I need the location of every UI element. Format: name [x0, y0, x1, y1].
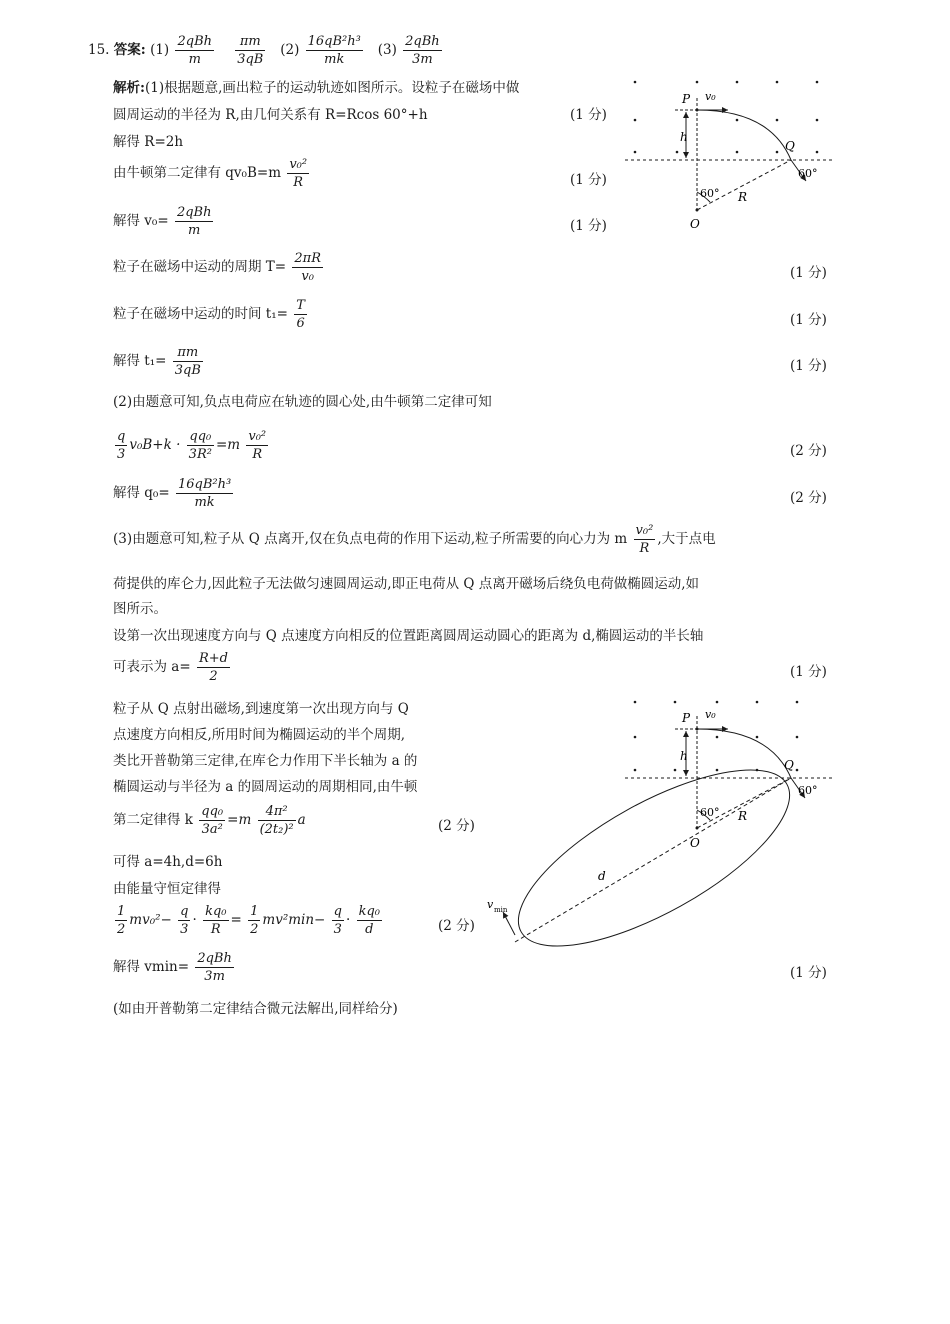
answer-part3-label: (3) [377, 42, 397, 58]
equation-text: = [230, 912, 242, 928]
part2-line-1: (2)由题意可知,负点电荷应在轨迹的圆心处,由牛顿第二定律可知 [113, 394, 492, 410]
fraction: $\frac{\text{v₀²}}{R}$ [248, 429, 267, 462]
ellipse-trajectory [494, 736, 813, 960]
paragraph-text: ,大于点电 [657, 531, 716, 547]
label-60-center: 60° [700, 806, 720, 819]
equation-text: 解得 v₀= [113, 213, 169, 229]
label-vmin: v [487, 898, 494, 911]
newton-equation [113, 156, 311, 191]
fraction: $\frac{\text{16qB²h³}}{mk}$ [177, 477, 232, 510]
part3-line-1 [113, 522, 716, 557]
fraction: $\frac{\text{v₀²}}{R}$ [635, 523, 654, 556]
score: (1 分) [570, 218, 607, 234]
equation-text: 解得 vmin= [113, 959, 190, 975]
score: (2 分) [438, 918, 475, 934]
equation-text: 由牛顿第二定律有 qv₀B=m [113, 165, 282, 181]
equation-text: 可表示为 a= [113, 659, 191, 675]
fraction: $\frac{\text{4π²}}{\text{(2t₂)²}}$ [259, 804, 294, 837]
score: (1 分) [790, 312, 827, 328]
kepler-equation [113, 803, 306, 838]
equation-text: mv₀²− [129, 912, 172, 928]
label-60-exit: 60° [798, 784, 818, 797]
label-vmin-sub: min [494, 906, 508, 914]
label-h: h [680, 749, 688, 763]
part3-line-7: 点速度方向相反,所用时间为椭圆运动的半个周期, [113, 727, 406, 743]
center-o-dot [696, 827, 699, 830]
fraction: $\frac{1}{2}$ [250, 904, 259, 937]
equation-text: 粒子在磁场中运动的时间 t₁= [113, 306, 288, 322]
energy-equation [113, 903, 384, 938]
part3-line-3: 图所示。 [113, 601, 167, 617]
score: (1 分) [570, 172, 607, 188]
equation-text: =m [227, 812, 252, 828]
label-o: O [690, 836, 700, 850]
fraction: $\frac{1}{2}$ [117, 904, 126, 937]
vmin-equation [113, 950, 236, 985]
part3-line-9: 椭圆运动与半径为 a 的圆周运动的周期相同,由牛顿 [113, 779, 418, 795]
trajectory-figure-2 [485, 690, 845, 960]
equation-text: =m [215, 437, 241, 453]
equation-text: v₀B+k · [129, 437, 181, 453]
analysis-line-2: 圆周运动的半径为 R,由几何关系有 R=Rcos 60°+h [113, 107, 428, 123]
t1-equation [113, 344, 205, 379]
fraction: $\frac{\text{2qBh}}{m}$ [176, 205, 212, 238]
equation-text: 第二定律得 k [113, 812, 193, 828]
part3-line-12: 由能量守恒定律得 [113, 881, 221, 897]
equation-text: 解得 t₁= [113, 353, 167, 369]
answer-line [88, 30, 444, 70]
label-o: O [690, 217, 700, 231]
center-o-dot [696, 209, 699, 212]
time-equation [113, 297, 309, 332]
part3-line-2: 荷提供的库仑力,因此粒子无法做匀速圆周运动,即正电荷从 Q 点离开磁场后绕负电荷做椭圆运动,如 [113, 576, 700, 592]
point-p-dot [696, 109, 699, 112]
score: (2 分) [790, 443, 827, 459]
label-q: Q [785, 139, 795, 153]
part3-line-4: 设第一次出现速度方向与 Q 点速度方向相反的位置距离圆周运动圆心的距离为 d,椭圆运动的半长轴 [113, 628, 704, 644]
fraction: $\frac{R+d}{2}$ [198, 651, 228, 684]
vmin-arrow [503, 912, 515, 935]
answer-part2-label: (2) [280, 42, 300, 58]
magnetic-field-dots [634, 701, 799, 772]
period-equation [113, 250, 325, 285]
fraction: $\frac{\text{2qBh}}{3m}$ [197, 951, 232, 984]
q0-equation [113, 476, 235, 511]
score: (2 分) [438, 818, 475, 834]
analysis-label: 解析: [113, 80, 145, 96]
score: (1 分) [790, 265, 827, 281]
fraction: $\frac{\text{qq₀}}{\text{3R²}}$ [188, 429, 212, 462]
part2-equation [113, 428, 270, 463]
point-p-dot [696, 728, 699, 731]
label-r: R [738, 190, 748, 204]
fraction: $\frac{\text{kq₀}}{R}$ [205, 904, 227, 937]
part3-line-11: 可得 a=4h,d=6h [113, 854, 223, 870]
answer-label: 答案: [113, 42, 146, 58]
label-p: P [682, 92, 691, 106]
equation-text: · [345, 912, 351, 928]
label-60-center: 60° [700, 187, 720, 200]
semi-major-equation [113, 650, 232, 685]
answer-fraction-3: $\frac{\text{2qBh}}{3m}$ [405, 34, 440, 67]
score: (1 分) [790, 664, 827, 680]
fraction: $\frac{\text{v₀²}}{R}$ [289, 157, 308, 190]
answer-fraction-2: $\frac{\text{16qB²h³}}{mk}$ [307, 34, 361, 67]
fraction: $\frac{2\pi R}{\text{v₀}}$ [294, 251, 322, 284]
answer-fraction-1: $\frac{\text{2qBh}}{m}$ [177, 34, 213, 67]
score: (1 分) [570, 107, 607, 123]
fraction: $\frac{\text{kq₀}}{d}$ [358, 904, 380, 937]
score: (1 分) [790, 965, 827, 981]
label-q: Q [784, 758, 794, 772]
fraction: $\frac{\pi m}{3qB}$ [174, 345, 201, 378]
analysis-line-3: 解得 R=2h [113, 134, 184, 150]
part3-line-8: 类比开普勒第三定律,在库仑力作用下半长轴为 a 的 [113, 753, 418, 769]
part3-line-6: 粒子从 Q 点射出磁场,到速度第一次出现方向与 Q [113, 701, 409, 717]
equation-text: a [297, 812, 306, 828]
fraction: $\frac{T}{6}$ [296, 298, 305, 331]
fraction: $\frac{\text{qq₀}}{\text{3a²}}$ [201, 804, 224, 837]
analysis-text: (1)根据题意,画出粒子的运动轨迹如图所示。设粒子在磁场中做 [144, 80, 520, 96]
fraction: $\frac{q}{3}$ [333, 904, 342, 937]
label-p: P [682, 711, 691, 725]
answer-part1-label: (1) [150, 42, 170, 58]
answer-fraction-1b: $\frac{\pi m}{3qB}$ [237, 34, 264, 67]
label-v0: v₀ [705, 708, 716, 721]
label-r: R [738, 809, 748, 823]
label-h: h [680, 130, 688, 144]
fraction: $\frac{q}{3}$ [117, 429, 126, 462]
label-d: d [598, 869, 606, 883]
equation-text: · [192, 912, 197, 928]
label-60-exit: 60° [798, 167, 818, 180]
equation-text: 解得 q₀= [113, 485, 170, 501]
trajectory-figure-1 [620, 70, 840, 240]
equation-text: 粒子在磁场中运动的周期 T= [113, 259, 287, 275]
grading-note: (如由开普勒第二定律结合微元法解出,同样给分) [113, 1001, 398, 1017]
v0-equation [113, 204, 215, 239]
score: (2 分) [790, 490, 827, 506]
fraction: $\frac{q}{3}$ [180, 904, 189, 937]
question-number: 15. [88, 42, 110, 58]
paragraph-text: (3)由题意可知,粒子从 Q 点离开,仅在负点电荷的作用下运动,粒子所需要的向心力为 m [113, 531, 628, 547]
analysis-line-1 [113, 76, 519, 96]
label-v0: v₀ [705, 90, 716, 103]
equation-text: mv²min− [262, 912, 326, 928]
score: (1 分) [790, 358, 827, 374]
